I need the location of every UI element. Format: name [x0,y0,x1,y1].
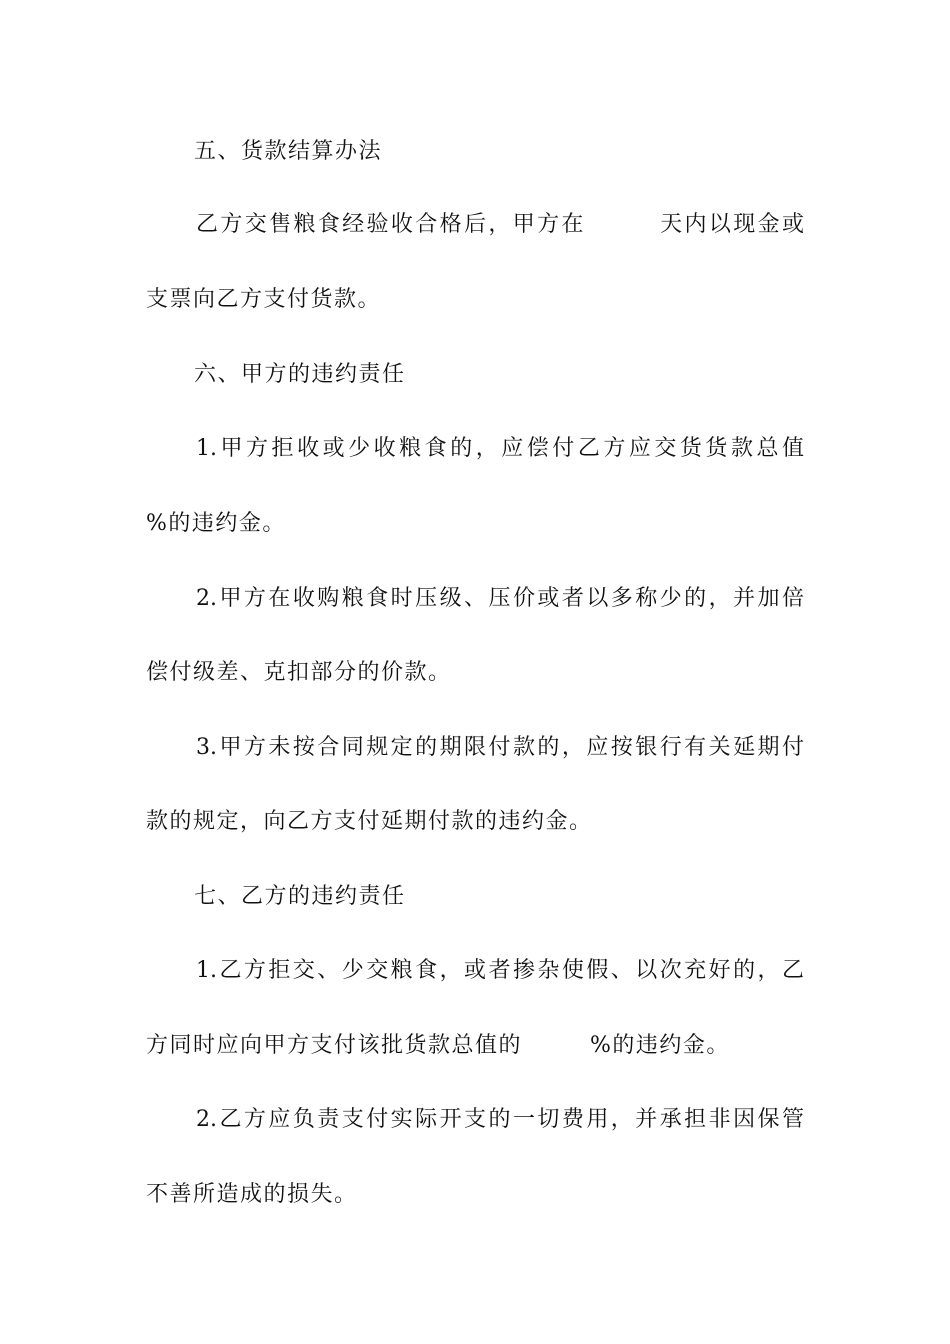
paragraph-line: 偿付级差、克扣部分的价款。 [146,660,452,685]
paragraph-line: 2.乙方应负责支付实际开支的一切费用，并承担非因保管 [196,1107,804,1132]
paragraph-line: 不善所造成的损失。 [146,1182,358,1207]
paragraph-line: 款的规定，向乙方支付延期付款的违约金。 [146,809,593,834]
paragraph-line [146,1031,806,1061]
paragraph-line: 1.甲方拒收或少收粮食的，应偿付乙方应交货货款总值 [196,436,804,461]
text-fragment: 天内以现金或 [657,212,804,237]
paragraph-line: 2.甲方在收购粮食时压级、压价或者以多称少的，并加倍 [196,586,804,611]
text-fragment: 方同时应向甲方支付该批货款总值的 [146,1033,523,1058]
paragraph-line: %的违约金。 [146,511,286,536]
section-heading-payment: 五、货款结算办法 [194,139,383,164]
section-heading-party-b-liability: 七、乙方的违约责任 [194,884,406,909]
section-heading-party-a-liability: 六、甲方的违约责任 [194,362,406,387]
text-fragment: %的违约金。 [590,1033,730,1058]
paragraph-line: 3.甲方未按合同规定的期限付款的，应按银行有关延期付 [196,735,804,760]
paragraph-line: 支票向乙方支付货款。 [146,287,382,312]
text-fragment: 乙方交售粮食经验收合格后，甲方在 [196,212,586,237]
paragraph-line [196,210,804,240]
paragraph-line: 1.乙方拒交、少交粮食，或者掺杂使假、以次充好的，乙 [196,958,804,983]
